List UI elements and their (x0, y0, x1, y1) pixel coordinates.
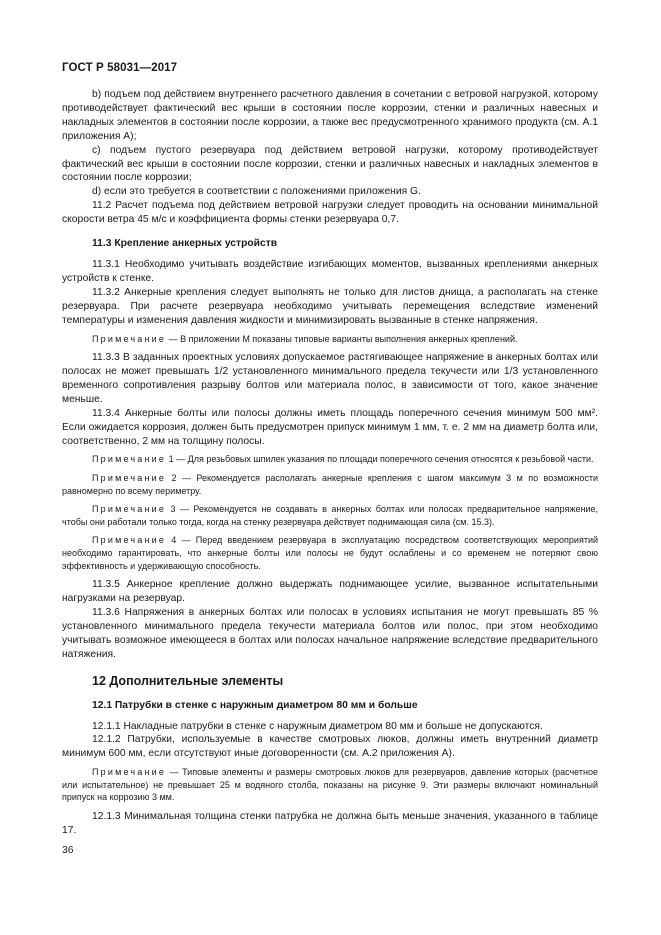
paragraph: 11.3.1 Необходимо учитывать воздействие изгибающих моментов, вызванных креплениями анкерных устройств к стенке. (62, 258, 598, 284)
note-label: Примечание (92, 333, 167, 344)
document-body (62, 88, 598, 838)
note-label: Примечание (92, 504, 167, 515)
note (62, 766, 598, 804)
note-text: 2 — Рекомендуется располагать анкерные крепления с шагом максимум 3 м по возможности равномерно по всему периметру. (62, 473, 598, 496)
section-heading: 12 Дополнительные элементы (92, 673, 284, 688)
note-label: Примечание (92, 767, 167, 778)
note-text: — Типовые элементы и размеры смотровых люков для резервуаров, давление которых (расчетное или испытательное) не превышает 25 м водяного столба, показаны на рисунке 9. Эти размеры включают номинальный припуск на коррозию 3 мм. (62, 767, 598, 803)
note (62, 472, 598, 497)
note-text: 3 — Рекомендуется не создавать в анкерных болтах или полосах предварительное напряжение, чтобы они работали только тогда, когда на стенку резервуара действует поднимающая сила (см. 15.3). (62, 504, 598, 527)
paragraph: 11.3.3 В заданных проектных условиях допускаемое растягивающее напряжение в анкерных болтах или полосах не может превышать 1/2 установленного минимального предела текучести или 1/3 установленного временного сопротивления разрыву болтов или материала полос, в зависимости от того, какое значение меньше. (62, 352, 598, 405)
note-label: Примечание (92, 473, 167, 484)
paragraph: 11.3.4 Анкерные болты или полосы должны иметь площадь поперечного сечения минимум 500 мм². Если ожидается коррозия, должен быть предусмотрен припуск минимум 1 мм, т. е. 2 мм на диаметр болта или, соответственно, 2 мм на толщину полосы. (62, 407, 598, 447)
paragraph: 12.1.3 Минимальная толщина стенки патрубка не должна быть меньше значения, указанного в таблице 17. (62, 811, 598, 836)
paragraph: 12.1.2 Патрубки, используемые в качестве смотровых люков, должны иметь внутренний диаметр минимум 600 мм, если отсутствуют иные договоренности (см. А.2 приложения А). (62, 734, 598, 760)
paragraph: 11.2 Расчет подъема под действием ветровой нагрузки следует проводить на основании минимальной скорости ветра 45 м/с и коэффициента формы стенки резервуара 0,7. (62, 200, 598, 226)
note-text: 4 — Перед введением резервуара в эксплуатацию посредством соответствующих мероприятий необходимо гарантировать, что анкерные болты или полосы не будут ослаблены и со временем не потеряют свою эффективность и удерживающую способность. (62, 535, 598, 571)
subsection-heading: 12.1 Патрубки в стенке с наружным диаметром 80 мм и больше (92, 699, 418, 711)
paragraph: 11.3.2 Анкерные крепления следует выполнять не только для листов днища, а располагать на стенке резервуара. При расчете резервуара необходимо учитывать перемещения вследствие изменений температуры и изменения давления жидкости и минимизировать вызванные в стенке напряжения. (62, 286, 598, 326)
note (62, 333, 598, 346)
document-header: ГОСТ Р 58031—2017 (62, 62, 178, 74)
subsection-heading: 11.3 Крепление анкерных устройств (92, 238, 278, 250)
paragraph: d) если это требуется в соответствии с положениями приложения G. (92, 186, 421, 198)
paragraph: 11.3.5 Анкерное крепление должно выдержать поднимающее усилие, вызванное испытательными нагрузками на резервуар. (62, 579, 598, 605)
paragraph: 12.1.1 Накладные патрубки в стенке с наружным диаметром 80 мм и больше не допускаются. (92, 720, 543, 732)
note-text: 1 — Для резьбовых шпилек указания по площади поперечного сечения относятся к резьбовой части. (166, 454, 594, 465)
note-label: Примечание (92, 454, 167, 465)
paragraph: b) подъем под действием внутреннего расчетного давления в сочетании с ветровой нагрузкой, которому противодействует фактический вес крыши в состоянии после коррозии, стенки и различных навесных и накладных элементов в состоянии после коррозии, а также вес предусмотренного хранимого продукта (см. А.1 приложения А); (62, 89, 598, 142)
paragraph: c) подъем пустого резервуара под действием ветровой нагрузки, которому противодействует фактический вес крыши в состоянии после коррозии, стенки и различных навесных и накладных элементов в состоянии после коррозии; (62, 144, 598, 184)
paragraph: 11.3.6 Напряжения в анкерных болтах или полосах в условиях испытания не могут превышать 85 % установленного минимального предела текучести материала болтов или полос, при этом необходимо учитывать возможное имеющееся в болтах или полосах начальное напряжение вследствие предварительного натяжения. (62, 607, 598, 660)
note (62, 503, 598, 528)
note (62, 453, 598, 466)
note (62, 534, 598, 572)
page-number: 36 (62, 845, 74, 856)
note-text: — В приложении М показаны типовые варианты выполнения анкерных креплений. (166, 333, 518, 344)
note-label: Примечание (92, 535, 167, 546)
